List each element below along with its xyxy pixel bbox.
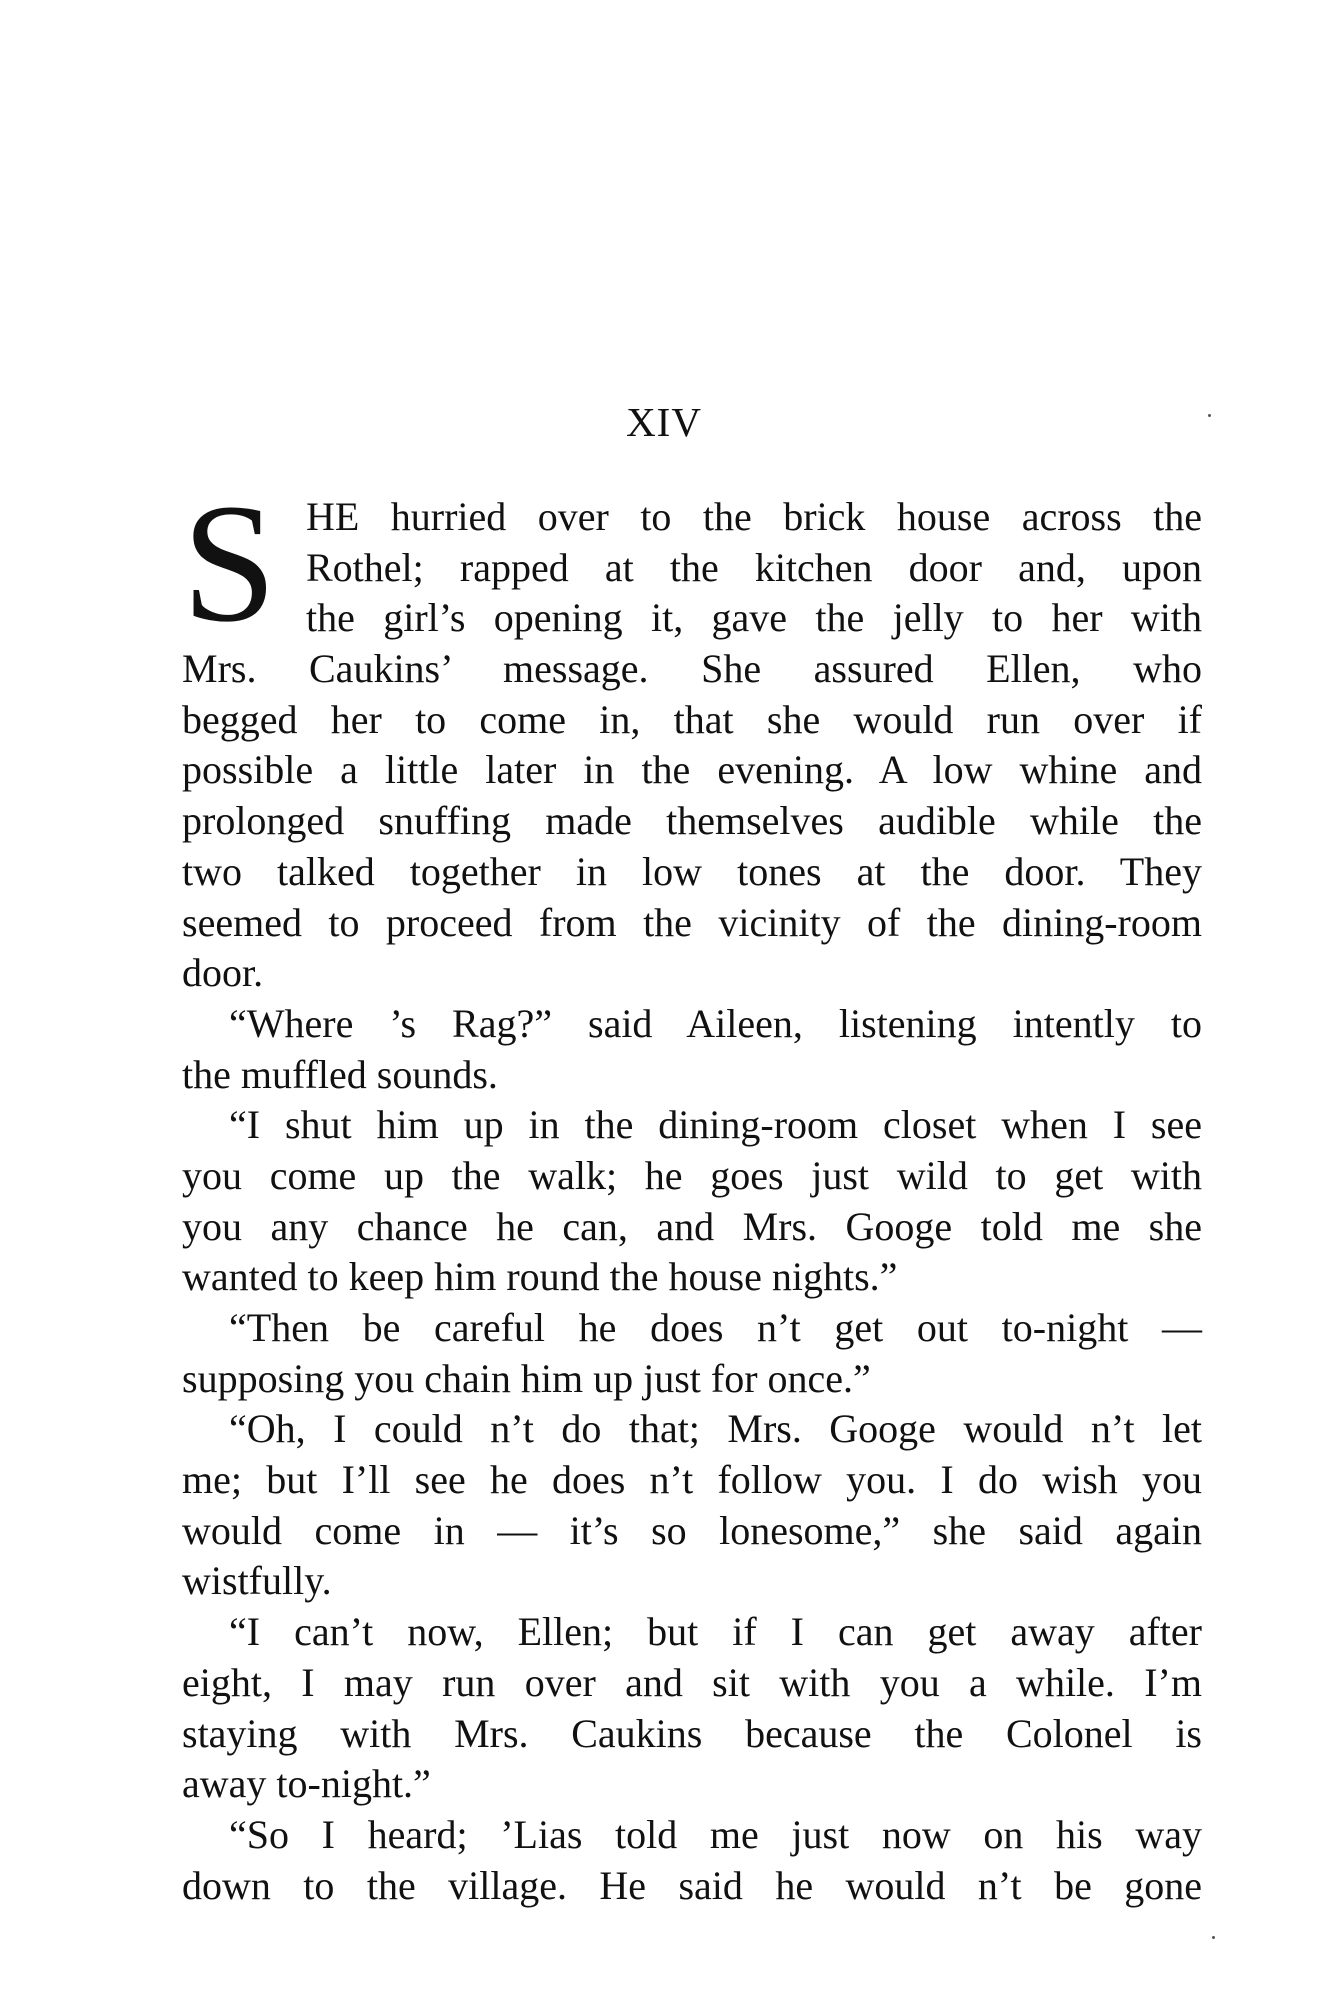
text-line: HE hurried over to the brick house across the (306, 494, 1202, 539)
paper-speck (1212, 1936, 1215, 1939)
text-line: wanted to keep him round the house nights.” (182, 1254, 898, 1300)
text-line: prolonged snuffing made themselves audible while the (182, 798, 1202, 844)
text-line: staying with Mrs. Caukins because the Colonel is (182, 1710, 1202, 1756)
text-line: supposing you chain him up just for once.” (182, 1355, 871, 1401)
text-line: door. (182, 950, 264, 996)
text-line: two talked together in low tones at the door. They (182, 848, 1202, 894)
text-line: begged her to come in, that she would run over if (182, 696, 1202, 742)
text-line: “I shut him up in the dining-room closet when I see (229, 1102, 1202, 1148)
text-line: “So I heard; ’Lias told me just now on his way (229, 1811, 1202, 1857)
text-line: the girl’s opening it, gave the jelly to her with (306, 595, 1202, 641)
text-line: possible a little later in the evening. A low whine and (182, 747, 1202, 793)
text-line: wistfully. (182, 1558, 332, 1604)
text-line: you come up the walk; he goes just wild to get with (182, 1152, 1202, 1198)
text-line: me; but I’ll see he does n’t follow you. I do wish you (182, 1457, 1202, 1503)
text-line: “Oh, I could n’t do that; Mrs. Googe would n’t let (229, 1406, 1202, 1452)
text-line: eight, I may run over and sit with you a while. I’m (182, 1659, 1202, 1705)
text-line: would come in — it’s so lonesome,” she said again (182, 1507, 1202, 1553)
text-line: seemed to proceed from the vicinity of the dining-room (182, 899, 1202, 945)
chapter-heading: XIV (626, 399, 702, 445)
text-line: you any chance he can, and Mrs. Googe told me she (182, 1203, 1202, 1249)
text-line: Mrs. Caukins’ message. She assured Ellen, who (182, 646, 1202, 692)
text-line: the muffled sounds. (182, 1051, 498, 1097)
text-line: down to the village. He said he would n’t be gone (182, 1862, 1202, 1908)
text-line: Rothel; rapped at the kitchen door and, upon (306, 544, 1202, 590)
body-text (182, 492, 1202, 1911)
text-line: “I can’t now, Ellen; but if I can get away after (229, 1609, 1202, 1655)
text-line: away to-night.” (182, 1761, 431, 1807)
paper-speck (1208, 414, 1211, 417)
text-line: “Then be careful he does n’t get out to-night — (229, 1305, 1202, 1350)
text-line: “Where ’s Rag?” said Aileen, listening intently to (229, 1000, 1202, 1046)
drop-cap: S (182, 469, 277, 657)
